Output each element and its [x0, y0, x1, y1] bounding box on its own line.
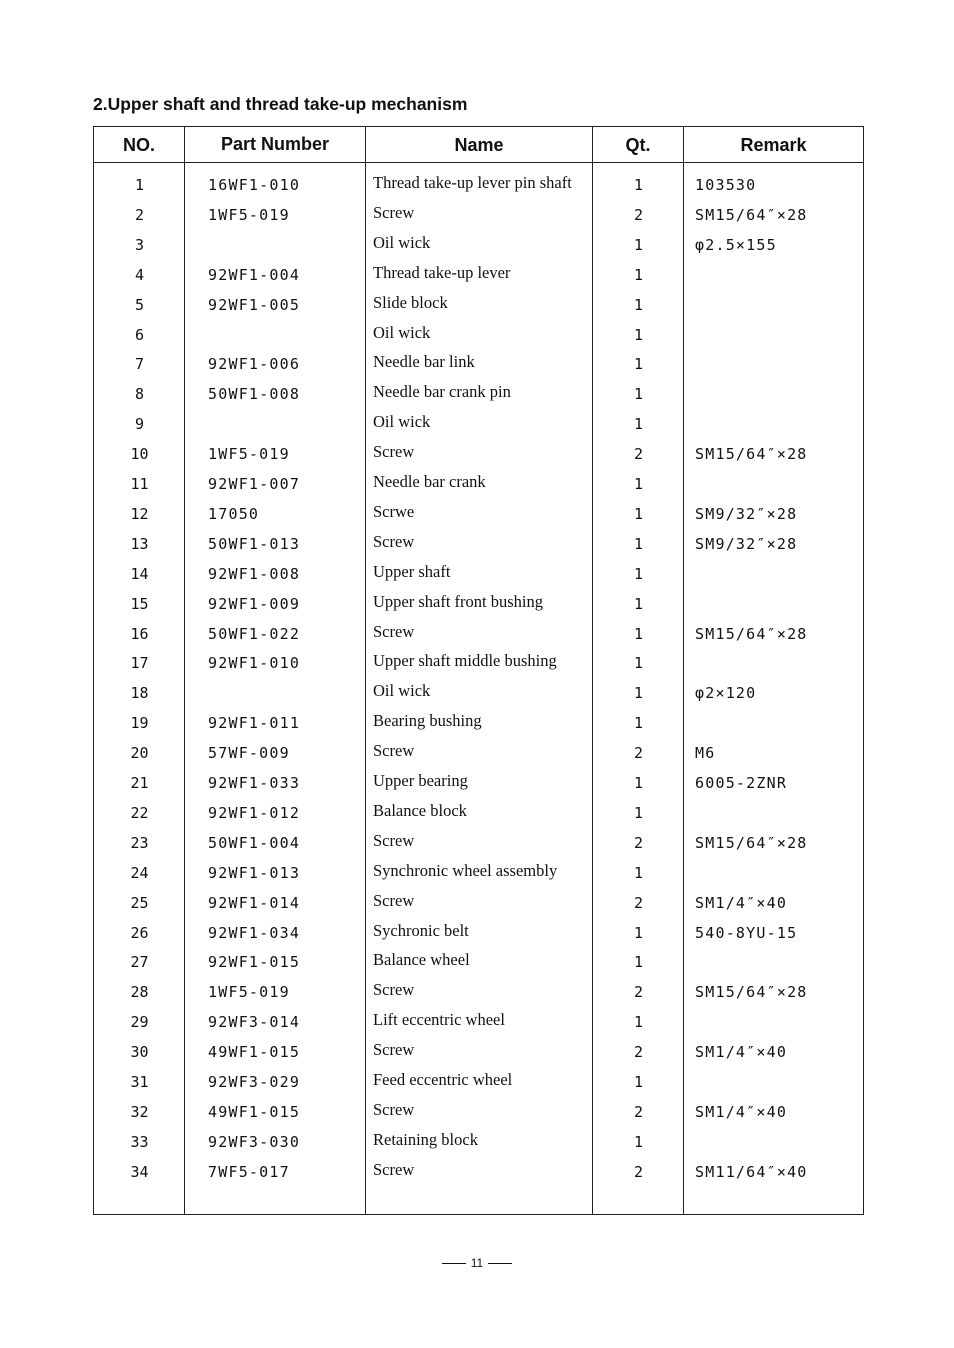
cell-name: Screw [373, 890, 415, 910]
table-row [94, 170, 863, 200]
table-row [94, 1007, 863, 1037]
cell-no: 10 [130, 445, 149, 464]
cell-part-number: 50WF1-022 [208, 624, 301, 643]
cell-no: 24 [130, 863, 149, 882]
cell-no: 30 [130, 1043, 149, 1062]
cell-qty: 2 [633, 1043, 644, 1062]
table-row [94, 1037, 863, 1067]
cell-qty: 2 [633, 744, 644, 763]
cell-qty: 2 [633, 1102, 644, 1121]
table-row [94, 349, 863, 379]
cell-no: 34 [130, 1162, 149, 1181]
table-row [94, 1067, 863, 1097]
cell-no: 25 [130, 893, 149, 912]
cell-qty: 2 [633, 893, 644, 912]
cell-part-number: 49WF1-015 [208, 1043, 301, 1062]
cell-remark: φ2.5×155 [695, 235, 777, 254]
cell-qty: 1 [633, 265, 644, 284]
cell-qty: 2 [633, 205, 644, 224]
cell-no: 23 [130, 833, 149, 852]
cell-qty: 1 [633, 1132, 644, 1151]
cell-no: 12 [130, 504, 149, 523]
cell-no: 7 [134, 355, 145, 374]
cell-part-number: 7WF5-017 [208, 1162, 290, 1181]
cell-name: Sychronic belt [373, 920, 469, 940]
header-qty: Qt. [625, 135, 651, 155]
cell-name: Needle bar crank [373, 472, 486, 491]
table-row [94, 200, 863, 230]
table-row [94, 619, 863, 649]
cell-name: Screw [373, 442, 415, 462]
cell-qty: 1 [633, 774, 644, 792]
cell-no: 4 [134, 265, 145, 284]
cell-remark: SM9/32″×28 [695, 504, 798, 523]
cell-remark: 103530 [695, 176, 757, 194]
cell-name: Screw [373, 1040, 415, 1060]
cell-part-number: 92WF1-012 [208, 803, 301, 822]
cell-name: Upper shaft middle bushing [373, 651, 557, 671]
table-row [94, 648, 863, 678]
parts-table [93, 126, 864, 1215]
cell-part-number: 50WF1-008 [208, 385, 301, 404]
table-row [94, 589, 863, 619]
table-row [94, 230, 863, 260]
cell-part-number: 92WF1-033 [208, 774, 301, 792]
cell-no: 28 [130, 983, 149, 1002]
cell-remark: φ2×120 [695, 684, 757, 703]
cell-name: Screw [373, 1099, 415, 1119]
cell-part-number: 92WF1-014 [208, 893, 301, 912]
cell-part-number: 92WF1-011 [208, 714, 301, 733]
table-row [94, 499, 863, 529]
cell-qty: 1 [633, 295, 644, 314]
cell-no: 13 [130, 534, 149, 553]
cell-part-number: 92WF1-013 [208, 863, 301, 882]
cell-qty: 2 [633, 833, 644, 852]
cell-part-number: 92WF3-030 [208, 1132, 301, 1151]
header-name: Name [454, 135, 504, 155]
table-row [94, 379, 863, 409]
cell-part-number: 92WF1-005 [208, 295, 301, 314]
cell-no: 16 [130, 624, 149, 643]
cell-name: Needle bar link [373, 352, 475, 372]
cell-name: Synchronic wheel assembly [373, 860, 558, 880]
table-row [94, 798, 863, 828]
page-footer [0, 1256, 954, 1270]
table-row [94, 1097, 863, 1127]
cell-remark: SM1/4″×40 [695, 1102, 788, 1121]
cell-no: 3 [134, 235, 145, 254]
cell-remark: SM15/64″×28 [695, 205, 808, 224]
table-row [94, 290, 863, 320]
cell-remark: SM15/64″×28 [695, 983, 808, 1002]
cell-name: Screw [373, 202, 415, 222]
cell-part-number: 17050 [208, 504, 260, 523]
cell-name: Balance wheel [373, 950, 470, 970]
table-row [94, 977, 863, 1007]
cell-no: 21 [130, 774, 149, 792]
cell-no: 32 [130, 1102, 149, 1121]
cell-no: 26 [130, 923, 149, 942]
table-row [94, 888, 863, 918]
cell-no: 5 [134, 295, 145, 314]
table-row [94, 828, 863, 858]
cell-no: 27 [130, 953, 149, 972]
cell-remark: 540-8YU-15 [695, 923, 798, 942]
cell-name: Feed eccentric wheel [373, 1070, 513, 1089]
cell-remark: SM1/4″×40 [695, 893, 788, 912]
table-row [94, 768, 863, 798]
cell-part-number: 92WF1-006 [208, 355, 301, 374]
cell-remark: SM15/64″×28 [695, 445, 808, 464]
cell-part-number: 92WF1-008 [208, 564, 301, 583]
cell-part-number: 50WF1-004 [208, 833, 301, 852]
cell-name: Screw [373, 531, 415, 551]
table-row [94, 529, 863, 559]
table-row [94, 439, 863, 469]
cell-remark: SM11/64″×40 [695, 1162, 808, 1181]
cell-part-number: 92WF3-014 [208, 1013, 301, 1032]
cell-no: 20 [130, 744, 149, 763]
cell-qty: 1 [633, 863, 644, 882]
cell-part-number: 16WF1-010 [208, 176, 301, 194]
table-row [94, 559, 863, 589]
cell-no: 31 [130, 1073, 149, 1091]
table-row [94, 1157, 863, 1187]
cell-remark: SM1/4″×40 [695, 1043, 788, 1062]
footer-rule [488, 1263, 512, 1264]
cell-name: Screw [373, 1159, 415, 1179]
cell-name: Screw [373, 830, 415, 850]
table-row [94, 409, 863, 439]
cell-qty: 1 [633, 1073, 644, 1091]
cell-no: 22 [130, 803, 149, 822]
page-number: 11 [470, 1256, 484, 1270]
cell-part-number: 92WF1-010 [208, 654, 301, 673]
cell-name: Screw [373, 741, 415, 761]
table-row [94, 738, 863, 768]
cell-name: Bearing bushing [373, 711, 482, 731]
cell-qty: 1 [633, 235, 644, 254]
table-row [94, 469, 863, 499]
cell-name: Upper shaft front bushing [373, 591, 544, 611]
table-row [94, 260, 863, 290]
cell-qty: 2 [633, 983, 644, 1002]
cell-part-number: 92WF1-007 [208, 475, 301, 493]
cell-qty: 1 [633, 385, 644, 404]
table-row [94, 708, 863, 738]
cell-part-number: 50WF1-013 [208, 534, 301, 553]
cell-qty: 1 [633, 594, 644, 613]
table-row [94, 918, 863, 948]
cell-qty: 1 [633, 355, 644, 374]
table-row [94, 858, 863, 888]
cell-no: 15 [130, 594, 149, 613]
cell-qty: 1 [633, 624, 644, 643]
cell-qty: 1 [633, 475, 644, 493]
cell-qty: 1 [633, 415, 644, 434]
cell-no: 18 [130, 684, 149, 703]
table-row [94, 1127, 863, 1157]
cell-part-number: 1WF5-019 [208, 205, 290, 224]
cell-qty: 1 [633, 564, 644, 583]
cell-qty: 1 [633, 1013, 644, 1032]
cell-part-number: 1WF5-019 [208, 983, 290, 1002]
cell-no: 19 [130, 714, 149, 733]
cell-no: 11 [130, 475, 149, 493]
cell-qty: 1 [633, 953, 644, 972]
cell-name: Thread take-up lever pin shaft [373, 173, 572, 192]
table-row [94, 678, 863, 708]
cell-name: Thread take-up lever [373, 262, 511, 282]
cell-name: Screw [373, 621, 415, 641]
cell-part-number: 92WF1-004 [208, 265, 301, 284]
cell-name: Retaining block [373, 1129, 478, 1149]
footer-rule [442, 1263, 466, 1264]
header-part-number: Part Number [220, 134, 330, 154]
cell-name: Oil wick [373, 681, 431, 701]
cell-name: Lift eccentric wheel [373, 1010, 505, 1030]
cell-no: 9 [134, 415, 145, 434]
cell-no: 14 [130, 564, 149, 583]
cell-part-number: 92WF1-034 [208, 923, 301, 942]
cell-part-number: 92WF1-009 [208, 594, 301, 613]
cell-part-number: 1WF5-019 [208, 445, 290, 464]
cell-part-number: 92WF1-015 [208, 953, 301, 972]
table-row [94, 320, 863, 350]
cell-qty: 1 [633, 923, 644, 942]
header-no: NO. [122, 135, 155, 155]
table-row [94, 947, 863, 977]
cell-no: 29 [130, 1013, 149, 1032]
cell-qty: 1 [633, 803, 644, 822]
cell-qty: 2 [633, 445, 644, 464]
cell-name: Slide block [373, 292, 448, 312]
cell-qty: 1 [633, 534, 644, 553]
cell-part-number: 57WF-009 [208, 744, 290, 763]
cell-name: Upper shaft [373, 561, 451, 581]
cell-name: Oil wick [373, 322, 431, 342]
cell-no: 1 [134, 176, 145, 194]
cell-qty: 2 [633, 1162, 644, 1181]
cell-qty: 1 [633, 325, 644, 344]
cell-no: 8 [134, 385, 145, 404]
cell-qty: 1 [633, 654, 644, 673]
cell-no: 17 [130, 654, 149, 673]
cell-part-number: 92WF3-029 [208, 1073, 301, 1091]
cell-remark: SM9/32″×28 [695, 534, 798, 553]
cell-part-number: 49WF1-015 [208, 1102, 301, 1121]
cell-no: 2 [134, 205, 145, 224]
cell-remark: M6 [695, 744, 716, 763]
cell-remark: SM15/64″×28 [695, 833, 808, 852]
cell-remark: 6005-2ZNR [695, 774, 788, 792]
header-divider [94, 162, 863, 163]
cell-no: 6 [134, 325, 145, 344]
cell-name: Oil wick [373, 232, 431, 252]
cell-name: Screw [373, 980, 415, 1000]
cell-qty: 1 [633, 714, 644, 733]
cell-name: Balance block [373, 800, 467, 820]
cell-qty: 1 [633, 684, 644, 703]
cell-name: Needle bar crank pin [373, 382, 511, 402]
header-remark: Remark [740, 135, 807, 155]
cell-name: Oil wick [373, 412, 431, 432]
cell-name: Upper bearing [373, 771, 468, 790]
cell-qty: 1 [633, 504, 644, 523]
section-title: 2.Upper shaft and thread take-up mechanism [93, 94, 468, 114]
cell-name: Scrwe [373, 501, 415, 521]
cell-qty: 1 [633, 176, 644, 194]
cell-no: 33 [130, 1132, 149, 1151]
cell-remark: SM15/64″×28 [695, 624, 808, 643]
